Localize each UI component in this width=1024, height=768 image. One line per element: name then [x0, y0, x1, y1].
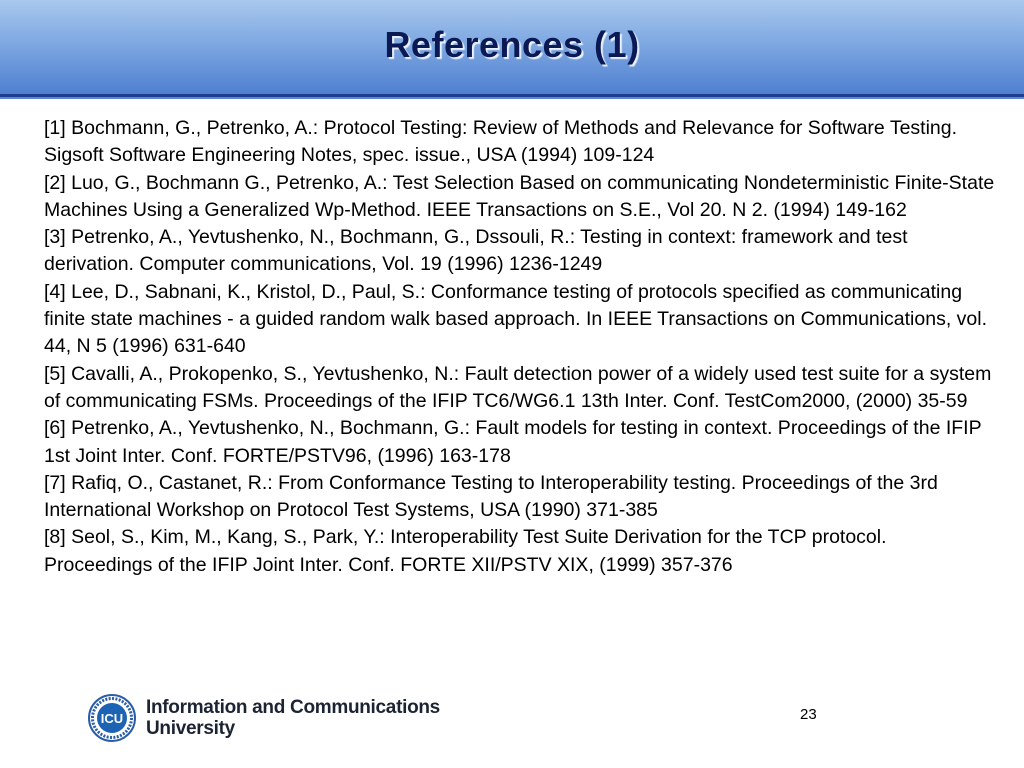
university-logo — [88, 694, 488, 744]
university-name-line1: Information and Communications — [146, 697, 440, 718]
university-name — [146, 697, 440, 739]
logo-mark-text: ICU — [100, 711, 124, 726]
reference-item: [5] Cavalli, A., Prokopenko, S., Yevtushenko, N.: Fault detection power of a widely used test suite for a system of communicating FSMs. Proceedings of the IFIP TC6/WG6.1 13th Inter. Conf. TestCom2000, (2000) 35-59 — [44, 362, 992, 412]
slide-title: References (1) — [384, 24, 640, 65]
page-number: 23 — [800, 706, 817, 723]
reference-item: [3] Petrenko, A., Yevtushenko, N., Bochmann, G., Dssouli, R.: Testing in context: framework and test derivation. Computer communications, Vol. 19 (1996) 1236-1249 — [44, 226, 908, 276]
reference-item: [4] Lee, D., Sabnani, K., Kristol, D., Paul, S.: Conformance testing of protocols specified as communicating finite state machines - a guided random walk based approach. In IEEE Transactions on Communications, vol. 44, N 5 (1996) 631-640 — [44, 280, 987, 358]
header-divider-light — [0, 97, 1024, 99]
reference-item: [7] Rafiq, O., Castanet, R.: From Conformance Testing to Interoperability testing. Proceedings of the 3rd International Workshop on Protocol Test Systems, USA (1990) 371-385 — [44, 471, 938, 522]
reference-item: [2] Luo, G., Bochmann G., Petrenko, A.: Test Selection Based on communicating Nondeterministic Finite-State Machines Using a Generalized Wp-Method. IEEE Transactions on S.E., Vol 20. N 2. (1994) 149-162 — [44, 171, 995, 221]
reference-item: [1] Bochmann, G., Petrenko, A.: Protocol Testing: Review of Methods and Relevance for Software Testing. Sigsoft Software Engineering Notes, spec. issue., USA (1994) 109-124 — [44, 117, 958, 167]
university-name-line2: University — [146, 718, 235, 739]
icu-emblem-icon — [88, 694, 136, 742]
reference-item: [8] Seol, S., Kim, M., Kang, S., Park, Y.: Interoperability Test Suite Derivation for the TCP protocol. Proceedings of the IFIP Joint Inter. Conf. FORTE XII/PSTV XIX, (1999) 357-376 — [44, 526, 887, 576]
reference-list — [44, 115, 999, 579]
reference-item: [6] Petrenko, A., Yevtushenko, N., Bochmann, G.: Fault models for testing in context. Proceedings of the IFIP 1st Joint Inter. Conf. FORTE/PSTV96, (1996) 163-178 — [44, 417, 982, 467]
